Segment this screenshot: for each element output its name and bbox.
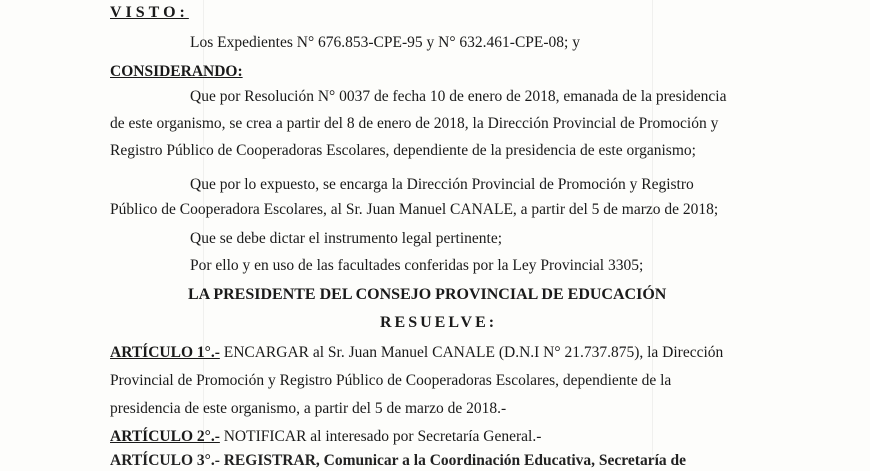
considerando-line-5: Público de Cooperadora Escolares, al Sr. Juan Manuel CANALE, a partir del 5 de marzo de 2018;	[110, 201, 719, 218]
articulo-2-text: NOTIFICAR al interesado por Secretaría General.-	[219, 428, 542, 445]
considerando-line-4: Que por lo expuesto, se encarga la Dirección Provincial de Promoción y Registro	[190, 176, 694, 193]
articulo-1-line-3: presidencia de este organismo, a partir del 5 de marzo de 2018.-	[110, 400, 507, 417]
considerando-line-7: Por ello y en uso de las facultades conferidas por la Ley Provincial 3305;	[190, 257, 644, 274]
articulo-2-line	[110, 427, 541, 447]
articulo-2-label: ARTÍCULO 2°.-	[110, 428, 220, 445]
authority-heading: LA PRESIDENTE DEL CONSEJO PROVINCIAL DE EDUCACIÓN	[188, 286, 667, 303]
articulo-3-partial-text: ARTÍCULO 3°.- REGISTRAR, Comunicar a la Coordinación Educativa, Secretaría de	[110, 452, 687, 469]
resuelve-heading: RESUELVE:	[380, 314, 498, 331]
considerando-line-1: Que por Resolución N° 0037 de fecha 10 de enero de 2018, emanada de la presidencia	[190, 88, 727, 105]
articulo-1-line-1	[110, 343, 723, 363]
considerando-line-6: Que se debe dictar el instrumento legal pertinente;	[190, 230, 503, 247]
visto-heading: VISTO:	[110, 4, 189, 21]
considerando-line-3: Registro Público de Cooperadoras Escolares, dependiente de la presidencia de este organismo;	[110, 142, 696, 159]
articulo-3-partial	[110, 448, 870, 469]
considerando-heading: CONSIDERANDO:	[110, 63, 243, 80]
visto-text: Los Expedientes N° 676.853-CPE-95 y N° 632.461-CPE-08; y	[190, 34, 580, 51]
articulo-1-label: ARTÍCULO 1°.-	[110, 344, 220, 361]
considerando-line-2: de este organismo, se crea a partir del 8 de enero de 2018, la Dirección Provincial de Promoción y	[110, 115, 719, 132]
scan-artifact-line	[652, 0, 653, 460]
articulo-1-text: ENCARGAR al Sr. Juan Manuel CANALE (D.N.I N° 21.737.875), la Dirección	[219, 344, 724, 361]
articulo-1-line-2: Provincial de Promoción y Registro Público de Cooperadoras Escolares, dependiente de la	[110, 372, 672, 389]
